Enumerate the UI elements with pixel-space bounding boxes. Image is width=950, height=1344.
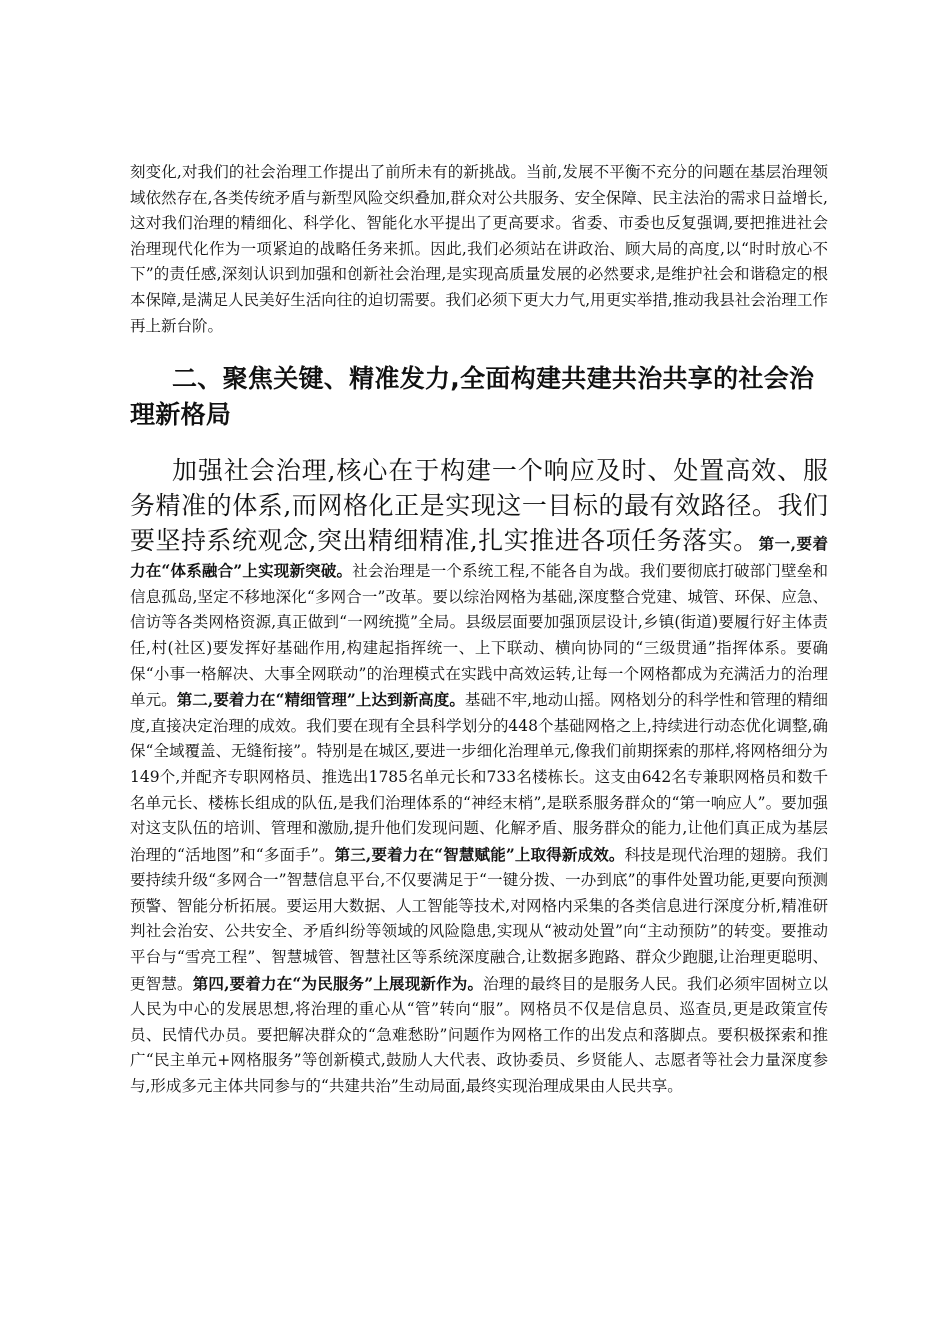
point-4-title: 第四,要着力在“为民服务”上展现新作为。 [192, 973, 484, 993]
point-2-body: 基础不牢,地动山摇。网格划分的科学性和管理的精细度,直接决定治理的成效。我们要在现有全县科学划分的448个基础网格之上,持续进行动态优化调整,确保“全域覆盖、无缝衔接”。特别是在城区,要进一步细化治理单元,像我们前期探索的那样,将网格细分为149个,并配齐专职网格员、推选出1785名单元长和733名楼栋长。这支由642名专兼职网格员和数千名单元长、楼栋长组成的队伍,是我们治理体系的“神经末梢”,是联系服务群众的“第一响应人”。要加强对这支队伍的培训、管理和激励,提升他们发现问题、化解矛盾、服务群众的能力,让他们真正成为基层治理的“活地图”和“多面手”。 [130, 691, 828, 864]
point-1-title: 第一,要着力在“体系融合”上实现新突破。 [130, 534, 828, 581]
point-3-title: 第三,要着力在“智慧赋能”上取得新成效。 [334, 844, 625, 864]
point-1-body: 社会治理是一个系统工程,不能各自为战。我们要彻底打破部门壁垒和信息孤岛,坚定不移地深化“多网合一”改革。要以综治网格为基础,深度整合党建、城管、环保、应急、信访等各类网格资源,真正做到“一网统揽”全局。县级层面要加强顶层设计,乡镇(街道)要履行好主体责任,村(社区)要发挥好基础作用,构建起指挥统一、上下联动、横向协同的“三级贯通”指挥体系。要确保“小事一格解决、大事全网联动”的治理模式在实践中高效运转,让每一个网格都成为充满活力的治理单元。 [130, 562, 828, 710]
section-heading: 二、聚焦关键、精准发力,全面构建共建共治共享的社会治理新格局 [130, 364, 815, 430]
body-paragraph-1: 刻变化,对我们的社会治理工作提出了前所未有的新挑战。当前,发展不平衡不充分的问题在基层治理领域依然存在,各类传统矛盾与新型风险交织叠加,群众对公共服务、安全保障、民主法治的需求日益增长,这对我们治理的精细化、科学化、智能化水平提出了更高要求。省委、市委也反复强调,要把推进社会治理现代化作为一项紧迫的战略任务来抓。因此,我们必须站在讲政治、顾大局的高度,以“时时放心不下”的责任感,深刻认识到加强和创新社会治理,是实现高质量发展的必然要求,是维护社会和谐稳定的根本保障,是满足人民美好生活向往的迫切需要。我们必须下更大力气,用更实举措,推动我县社会治理工作再上新台阶。 [130, 163, 828, 335]
point-4-body: 治理的最终目的是服务人民。我们必须牢固树立以人民为中心的发展思想,将治理的重心从“管”转向“服”。网格员不仅是信息员、巡查员,更是政策宣传员、民情代办员。要把解决群众的“急难愁盼”问题作为网格工作的出发点和落脚点。要积极探索和推广“民主单元+网格服务”等创新模式,鼓励人大代表、政协委员、乡贤能人、志愿者等社会力量深度参与,形成多元主体共同参与的“共建共治”生动局面,最终实现治理成果由人民共享。 [130, 974, 829, 1096]
body-paragraph-2 [130, 453, 828, 1099]
lead-sentence: 加强社会治理,核心在于构建一个响应及时、处置高效、服务精准的体系,而网格化正是实现这一目标的最有效路径。我们要坚持系统观念,突出精细精准,扎实推进各项任务落实。 [130, 456, 828, 556]
point-3-body: 科技是现代治理的翅膀。我们要持续升级“多网合一”智慧信息平台,不仅要满足于“一键分拨、一办到底”的事件处置功能,更要向预测预警、智能分析拓展。要运用大数据、人工智能等技术,对网格内采集的各类信息进行深度分析,精准研判社会治安、公共安全、矛盾纠纷等领域的风险隐患,实现从“被动处置”向“主动预防”的转变。要推动平台与“雪亮工程”、智慧城管、智慧社区等系统深度融合,让数据多跑路、群众少跑腿,让治理更聪明、更智慧。 [130, 845, 828, 993]
document-page [130, 160, 828, 1100]
point-2-title: 第二,要着力在“精细管理”上达到新高度。 [176, 690, 465, 710]
